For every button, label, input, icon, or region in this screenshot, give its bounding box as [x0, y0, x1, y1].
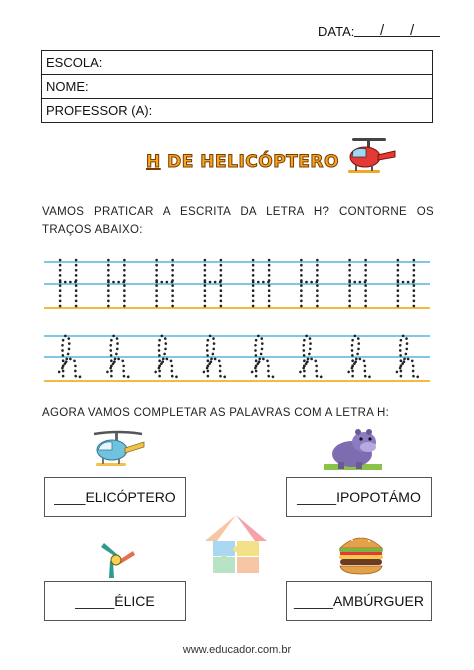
word-box-hipopotamo[interactable] — [286, 477, 432, 517]
hippo-icon — [324, 424, 382, 474]
word-blank[interactable]: _____ — [294, 593, 333, 609]
info-table — [41, 50, 433, 123]
word-box-helicoptero[interactable] — [44, 477, 186, 517]
title-text: DE HELICÓPTERO — [160, 152, 339, 172]
date-row — [318, 22, 443, 42]
trace-letter-lowercase-h[interactable] — [300, 336, 322, 380]
date-label: DATA: — [318, 24, 355, 39]
trace-letter-lowercase-h[interactable] — [349, 336, 371, 380]
word-blank[interactable]: ____ — [54, 489, 86, 505]
trace-letter-lowercase-h[interactable] — [252, 336, 274, 380]
lowercase-trace-svg[interactable] — [44, 328, 430, 384]
propeller-icon — [96, 540, 136, 580]
instruction-line-2: TRAÇOS ABAIXO: — [42, 224, 143, 236]
trace-letter-lowercase-h[interactable] — [59, 336, 81, 380]
instruction-line-1: VAMOS PRATICAR A ESCRITA DA LETRA H? CONTORNE OS — [42, 206, 434, 218]
word-blank[interactable]: _____ — [75, 593, 115, 609]
teacher-field[interactable]: PROFESSOR (A): — [46, 103, 153, 118]
tracing-row-lowercase[interactable] — [44, 328, 430, 384]
helicopter-icon — [338, 135, 398, 179]
date-slash: / — [410, 22, 415, 39]
date-slash: / — [380, 22, 385, 39]
school-field[interactable]: ESCOLA: — [42, 51, 432, 75]
trace-letter-lowercase-h[interactable] — [204, 336, 226, 380]
word-suffix: ÉLICE — [114, 593, 155, 609]
instruction-complete: AGORA VAMOS COMPLETAR AS PALAVRAS COM A LETRA H: — [42, 407, 390, 419]
trace-letter-uppercase-h[interactable] — [398, 260, 414, 306]
house-puzzle-icon — [203, 513, 269, 575]
title-letter: H — [146, 152, 161, 172]
trace-letter-uppercase-h[interactable] — [301, 260, 317, 306]
word-box-helice[interactable] — [44, 581, 186, 621]
uppercase-trace-svg[interactable] — [44, 254, 430, 310]
name-field[interactable]: NOME: — [42, 75, 432, 99]
trace-letter-uppercase-h[interactable] — [60, 260, 76, 306]
word-suffix: IPOPOTÁMO — [336, 489, 421, 505]
trace-letter-lowercase-h[interactable] — [397, 336, 419, 380]
trace-letter-uppercase-h[interactable] — [253, 260, 269, 306]
trace-letter-uppercase-h[interactable] — [108, 260, 124, 306]
page-title — [146, 152, 339, 172]
footer-site: www.educador.com.br — [182, 644, 292, 656]
word-suffix: AMBÚRGUER — [332, 593, 424, 609]
word-box-hamburguer[interactable] — [286, 581, 432, 621]
tracing-row-uppercase[interactable] — [44, 254, 430, 310]
trace-letter-lowercase-h[interactable] — [156, 336, 178, 380]
word-blank[interactable]: _____ — [297, 489, 337, 505]
trace-letter-uppercase-h[interactable] — [157, 260, 173, 306]
helicopter-icon — [88, 428, 146, 470]
word-suffix: ELICÓPTERO — [85, 489, 176, 505]
date-line[interactable] — [354, 36, 440, 37]
trace-letter-uppercase-h[interactable] — [350, 260, 366, 306]
trace-letter-uppercase-h[interactable] — [205, 260, 221, 306]
hamburger-icon — [336, 530, 386, 576]
trace-letter-lowercase-h[interactable] — [107, 336, 129, 380]
